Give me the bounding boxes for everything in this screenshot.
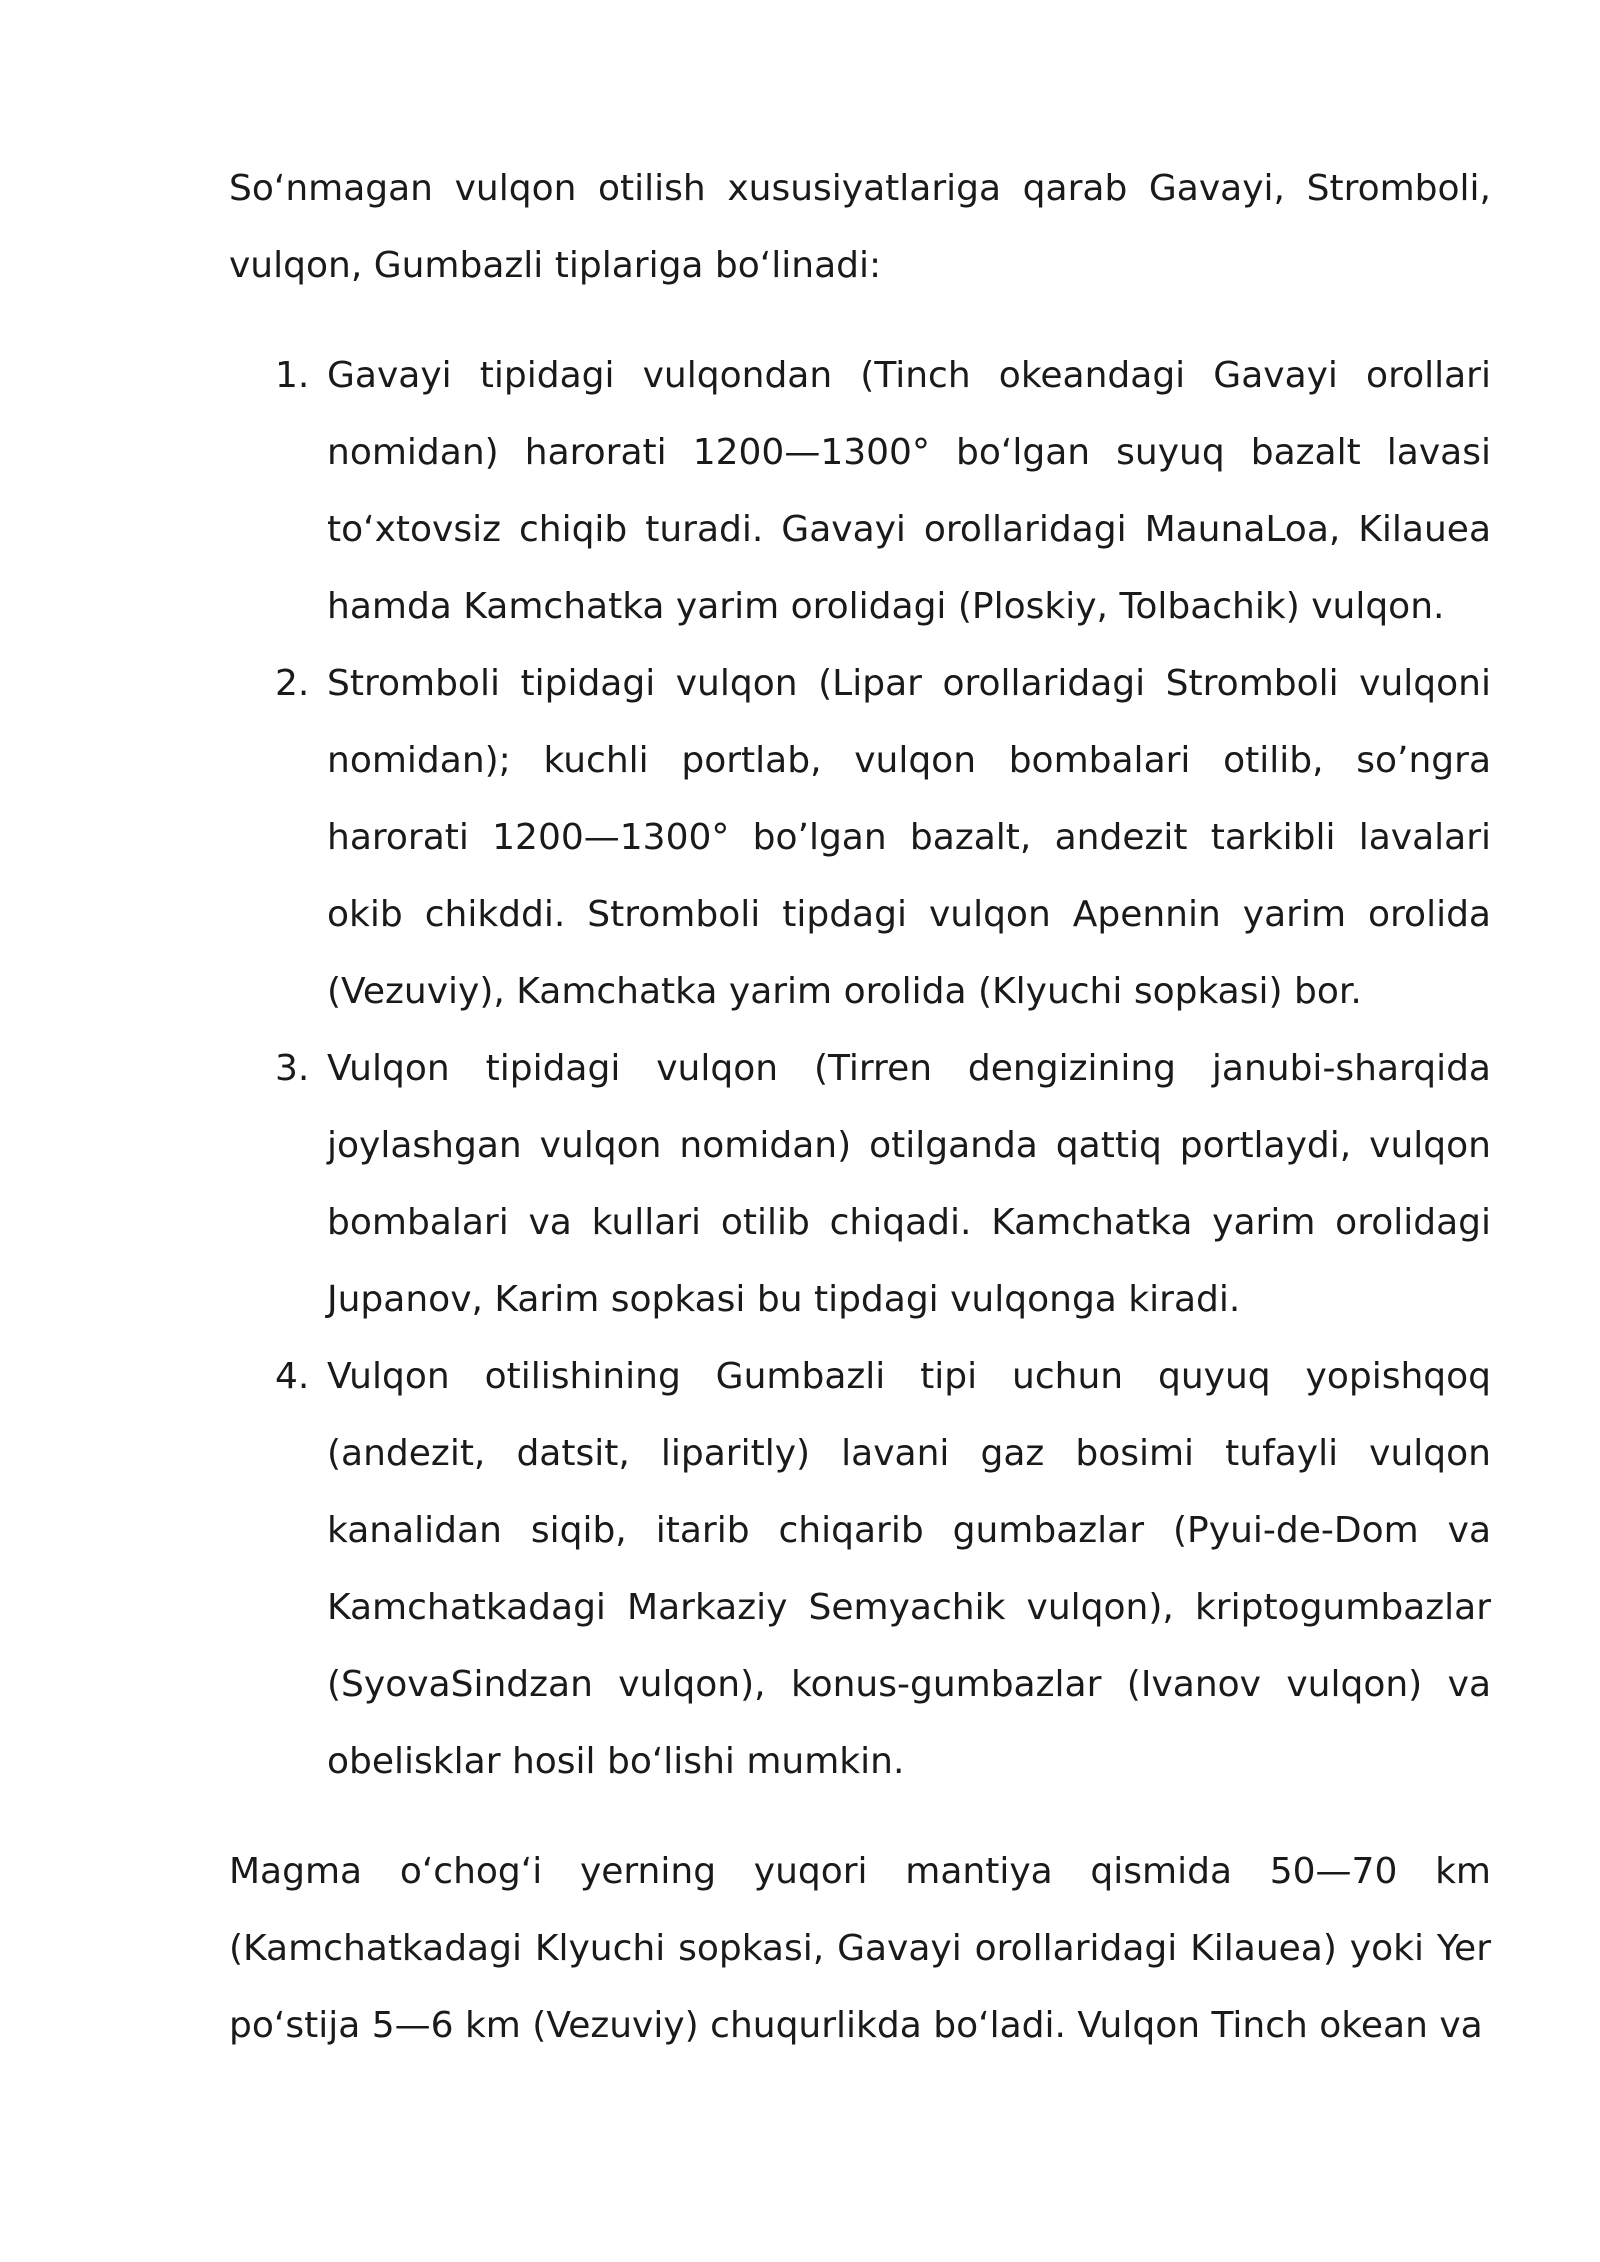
document-page xyxy=(229,150,1491,2064)
closing-paragraph: Magma o‘chog‘i yerning yuqori mantiya qismida 50—70 km (Kamchatkadagi Klyuchi sopkasi, Gavayi orollaridagi Kilauea) yoki Yer po‘stija 5—6 km (Vezuviy) chuqurlikda bo‘ladi. Vulqon Tinch okean va xyxy=(229,1851,1491,2046)
intro-paragraph: So‘nmagan vulqon otilish xususiyatlariga qarab Gavayi, Stromboli, vulqon, Gumbazli tiplariga bo‘linadi: xyxy=(229,168,1491,286)
list-item-vulqon: Vulqon tipidagi vulqon (Tirren dengizining janubi-sharqida joylashgan vulqon nomidan) otilganda qattiq portlaydi, vulqon bombalari va kullari otilib chiqadi. Kamchatka yarim orolidagi Jupanov, Karim sopkasi bu tipdagi vulqonga kiradi. xyxy=(327,1048,1491,1320)
list-item-stromboli: Stromboli tipidagi vulqon (Lipar orollaridagi Stromboli vulqoni nomidan); kuchli portlab, vulqon bombalari otilib, so’ngra harorati 1200—1300° bo’lgan bazalt, andezit tarkibli lavalari okib chikddi. Stromboli tipdagi vulqon Apennin yarim orolida (Vezuviy), Kamchatka yarim orolida (Klyuchi sopkasi) bor. xyxy=(327,663,1491,1012)
list-item-gavayi: Gavayi tipidagi vulqondan (Tinch okeandagi Gavayi orollari nomidan) harorati 1200—1300° bo‘lgan suyuq bazalt lavasi to‘xtovsiz chiqib turadi. Gavayi orollaridagi MaunaLoa, Kilauea hamda Kamchatka yarim orolidagi (Ploskiy, Tolbachik) vulqon. xyxy=(327,355,1491,627)
volcano-type-list xyxy=(229,337,1491,1800)
list-item-gumbazli: Vulqon otilishining Gumbazli tipi uchun quyuq yopishqoq (andezit, datsit, liparitly) lavani gaz bosimi tufayli vulqon kanalidan siqib, itarib chiqarib gumbazlar (Pyui-de-Dom va Kamchatkadagi Markaziy Semyachik vulqon), kriptogumbazlar (SyovaSindzan vulqon), konus-gumbazlar (Ivanov vulqon) va obelisklar hosil bo‘lishi mumkin. xyxy=(327,1356,1491,1782)
